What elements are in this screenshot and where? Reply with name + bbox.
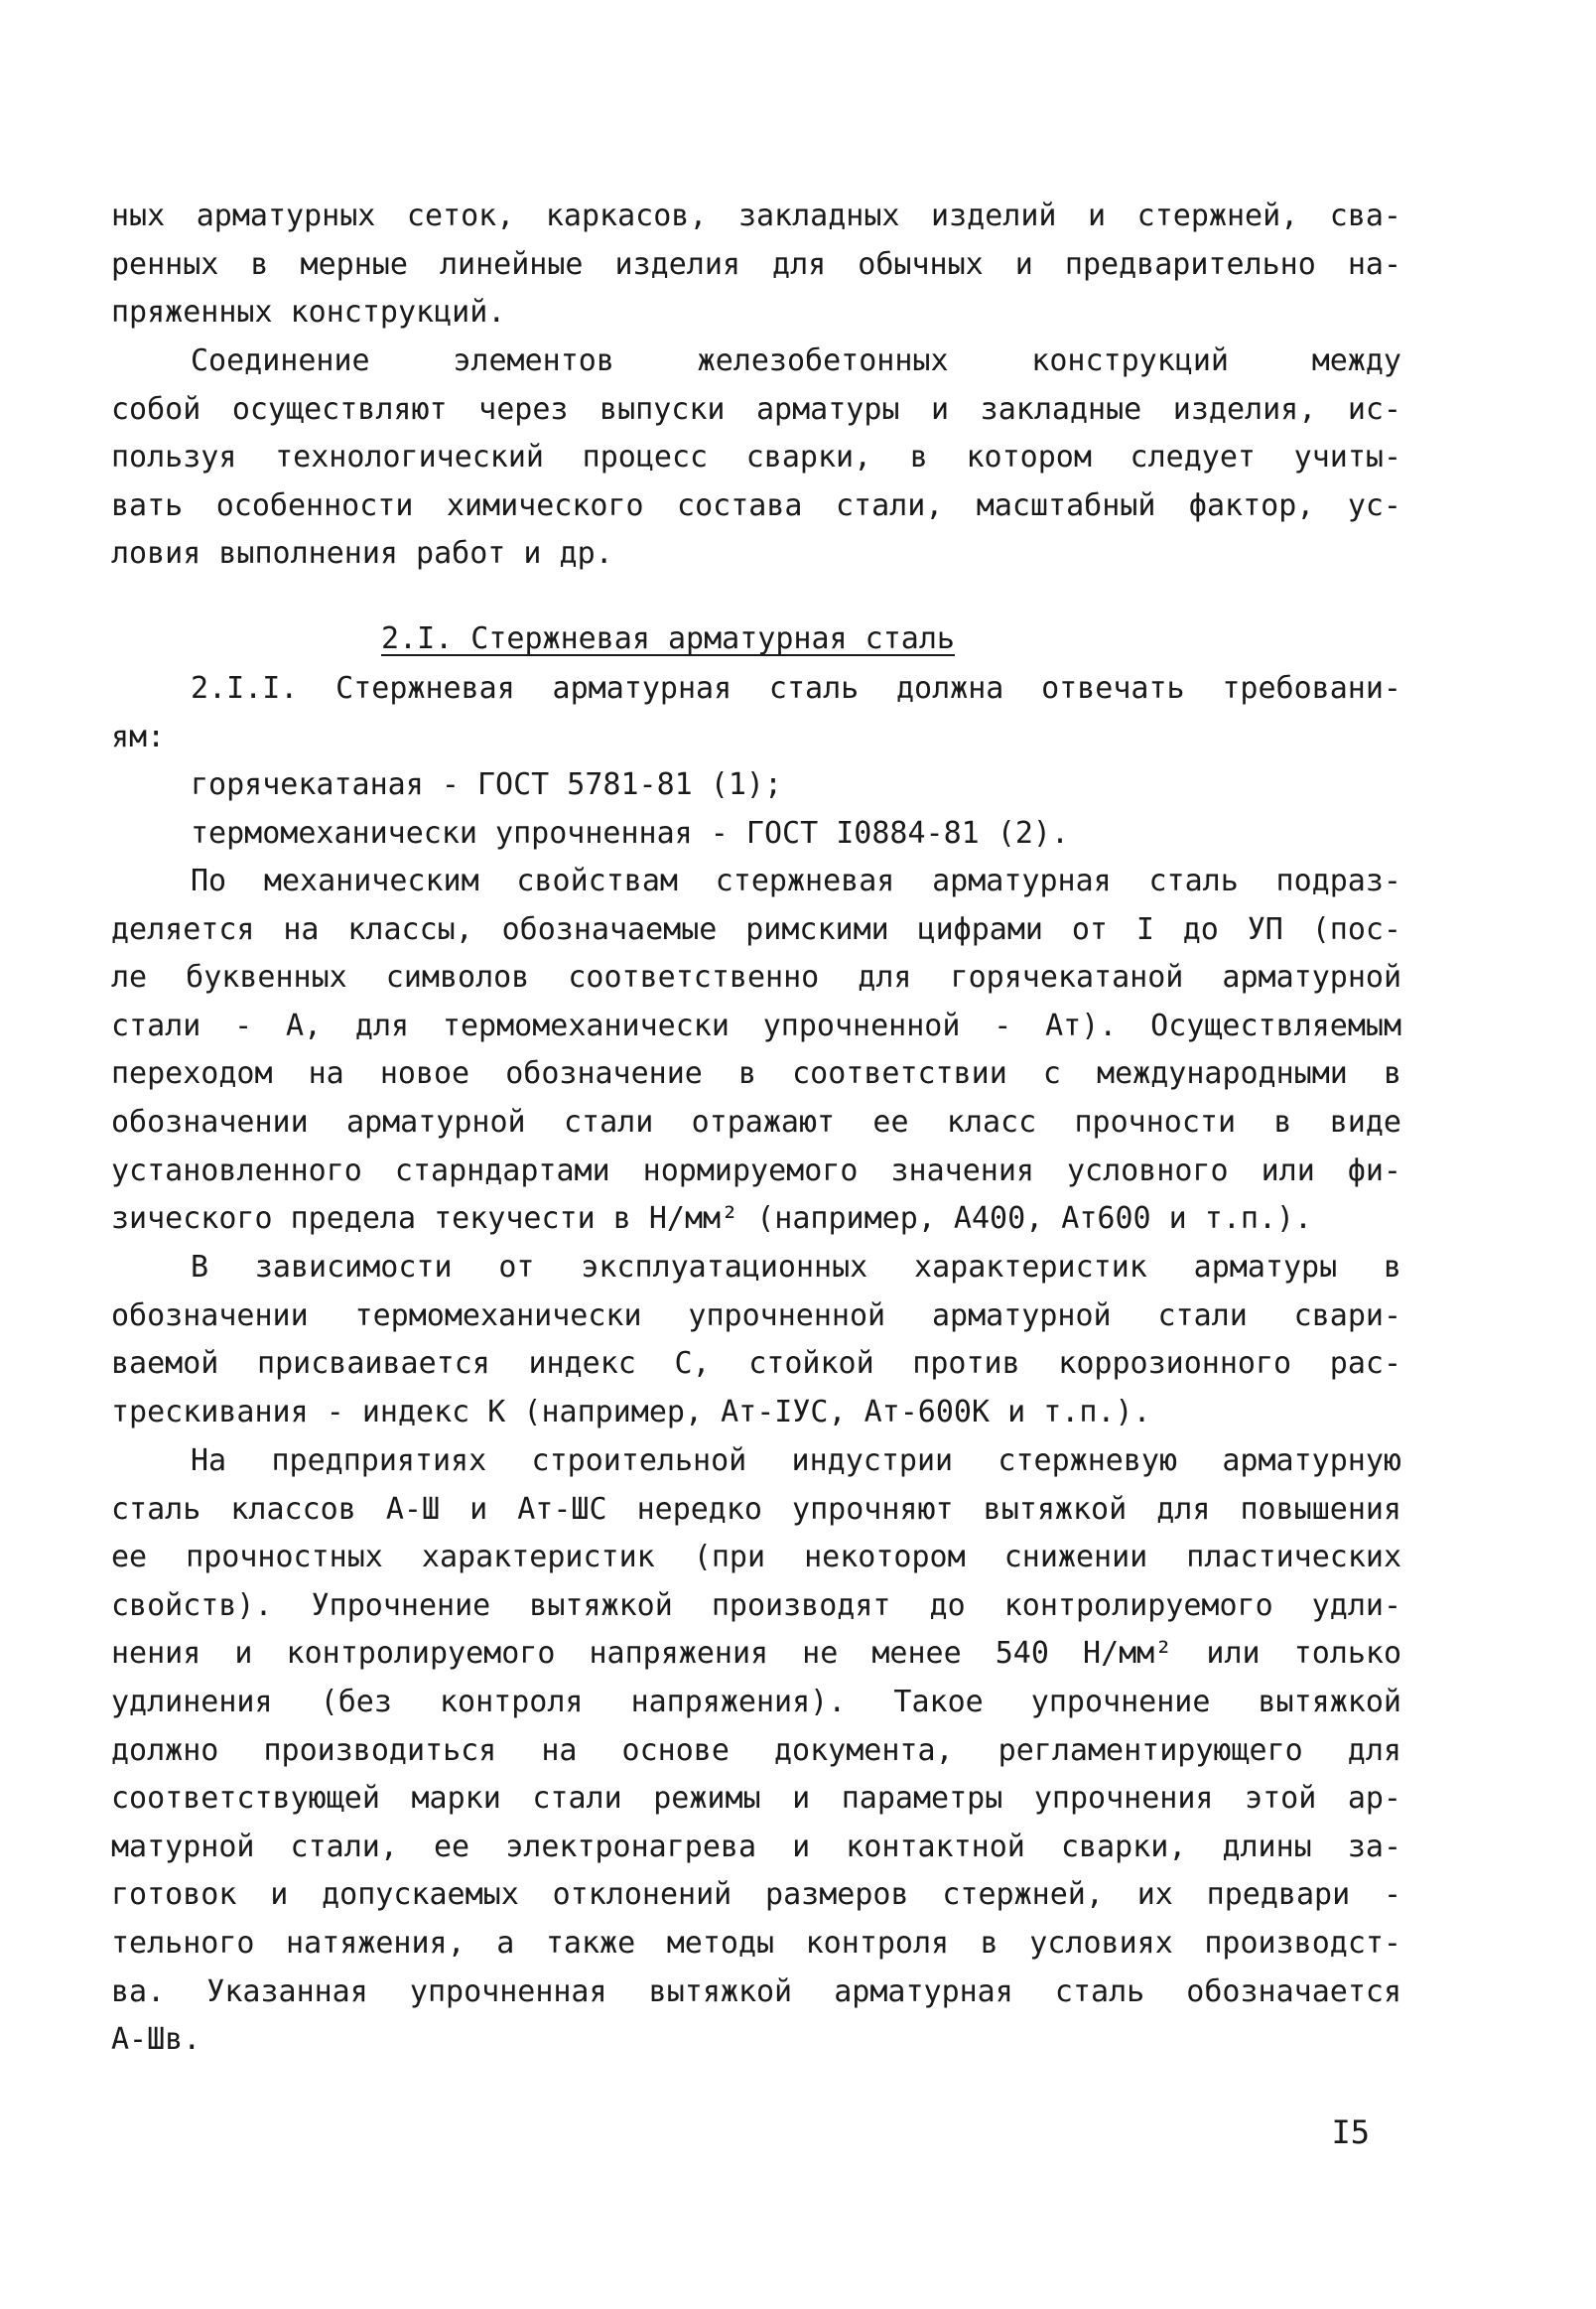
text-line: ренных в мерные линейные изделия для обычных и предварительно на- (111, 246, 1401, 282)
paragraph-joints (111, 338, 1401, 579)
text-line: сталь классов А-Ш и Ат-ШС нередко упрочняют вытяжкой для повышения (111, 1491, 1401, 1527)
text-line: обозначении термомеханически упрочненной арматурной стали свари- (111, 1297, 1401, 1333)
text-line: готовок и допускаемых отклонений размеров стержней, их предвари - (111, 1877, 1401, 1913)
text-line: свойств). Упрочнение вытяжкой производят до контролируемого удли- (111, 1587, 1401, 1623)
text-line: А-Шв. (111, 2022, 201, 2058)
text-line: 2.I.I. Стержневая арматурная сталь должна отвечать требовани- (191, 671, 1401, 706)
text-line: матурной стали, ее электронагрева и контактной сварки, длины за- (111, 1829, 1401, 1864)
paragraph-index (111, 1244, 1401, 1436)
text-line: переходом на новое обозначение в соответствии с международными в (111, 1056, 1401, 1092)
text-line: Соединение элементов железобетонных конструкций между (191, 343, 1401, 378)
paragraph-continuation (111, 193, 1401, 338)
paragraph-drawing (111, 1437, 1401, 2065)
text-line: должно производиться на основе документа, регламентирующего для (111, 1732, 1401, 1768)
text-line: нения и контролируемого напряжения не менее 540 Н/мм² или только (111, 1636, 1401, 1672)
text-line: пользуя технологический процесс сварки, в котором следует учиты- (111, 440, 1401, 475)
text-line: По механическим свойствам стержневая арматурная сталь подраз- (191, 864, 1401, 898)
text-line: установленного старндартами нормируемого значения условного или фи- (111, 1153, 1401, 1188)
text-line: ле буквенных символов соответственно для горячекатаной арматурной (111, 960, 1401, 996)
text-line: пряженных конструкций. (111, 295, 506, 331)
text-line: удлинения (без контроля напряжения). Такое упрочнение вытяжкой (111, 1684, 1401, 1719)
text-line: тельного натяжения, а также методы контроля в условиях производст- (111, 1925, 1401, 1961)
paragraph-classes (111, 858, 1401, 1244)
text-line: деляется на классы, обозначаемые римскими цифрами от I до УП (пос- (111, 911, 1401, 947)
text-line: На предприятиях строительной индустрии стержневую арматурную (191, 1443, 1401, 1478)
text-line: ям: (111, 719, 166, 754)
text-line: горячекатаная - ГОСТ 5781-81 (1); (191, 767, 783, 803)
text-line: обозначении арматурной стали отражают ее класс прочности в виде (111, 1104, 1401, 1140)
text-line: ваемой присваивается индекс С, стойкой против коррозионного рас- (111, 1346, 1401, 1382)
section-heading (111, 615, 1401, 664)
text-line: трескивания - индекс К (например, Ат-IУС, Ат-600К и т.п.). (111, 1394, 1151, 1429)
text-line: ных арматурных сеток, каркасов, закладных изделий и стержней, сва- (111, 199, 1401, 233)
text-line: В зависимости от эксплуатационных характеристик арматуры в (191, 1250, 1401, 1285)
text-line: стали - А, для термомеханически упрочненной - Ат). Осуществляемым (111, 1008, 1401, 1043)
text-line: термомеханически упрочненная - ГОСТ I0884-81 (2). (191, 815, 1070, 851)
paragraph-requirements (111, 665, 1401, 858)
text-line: зического предела текучести в Н/мм² (например, А400, Ат600 и т.п.). (111, 1201, 1313, 1237)
text-line: ее прочностных характеристик (при некотором снижении пластических (111, 1540, 1401, 1575)
text-line: соответствующей марки стали режимы и параметры упрочнения этой ар- (111, 1781, 1401, 1817)
text-line: ловия выполнения работ и др. (111, 536, 613, 572)
text-line: собой осуществляют через выпуски арматуры и закладные изделия, ис- (111, 391, 1401, 427)
section-heading-text: 2.I. Стержневая арматурная сталь (381, 621, 955, 656)
page-number: I5 (1331, 2113, 1370, 2151)
text-line: вать особенности химического состава стали, масштабный фактор, ус- (111, 487, 1401, 523)
text-line: ва. Указанная упрочненная вытяжкой арматурная сталь обозначается (111, 1973, 1401, 2009)
